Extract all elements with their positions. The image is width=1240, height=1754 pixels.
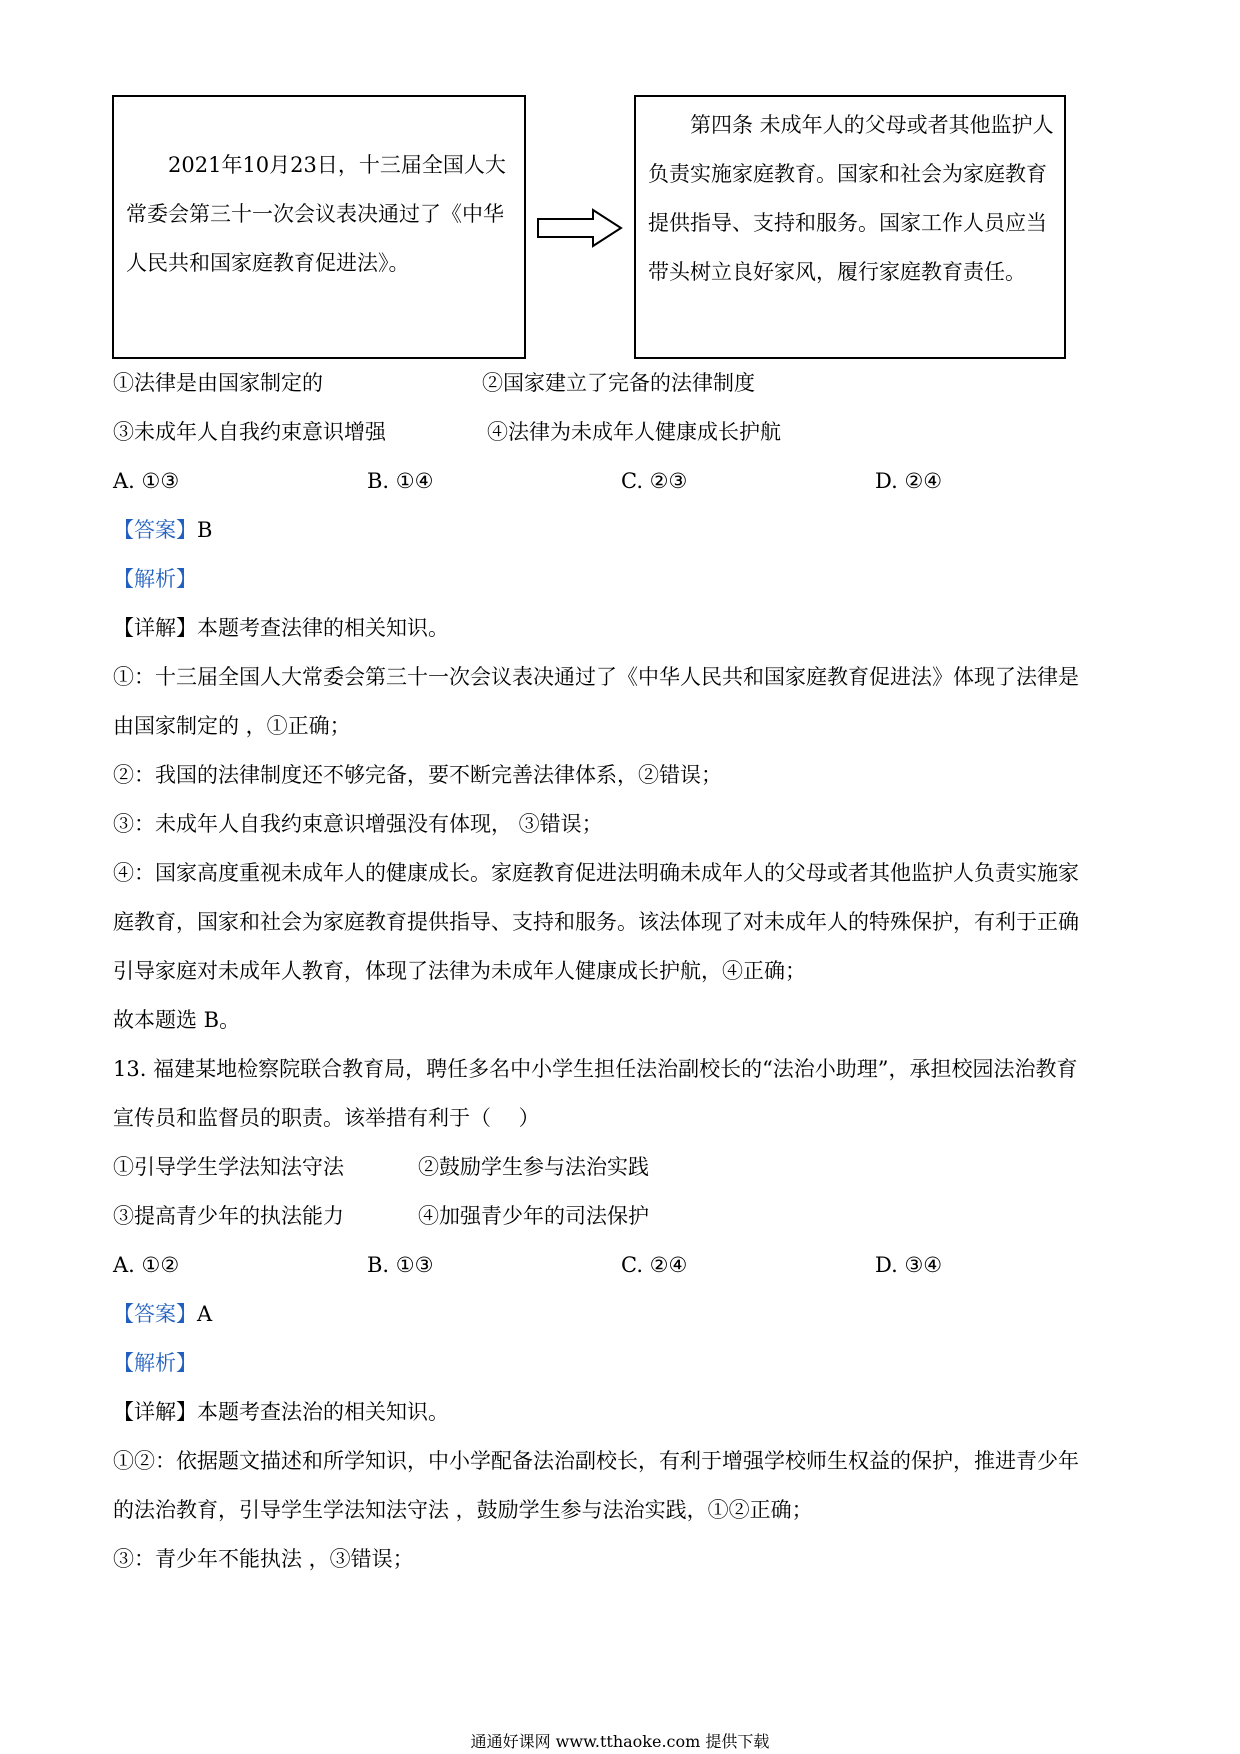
q12-line-1: ①：十三届全国人大常委会第三十一次会议表决通过了《中华人民共和国家庭教育促进法》体现了法律是 bbox=[113, 665, 1079, 689]
detail-tag: 【详解】 bbox=[113, 1400, 197, 1424]
q13-choice-c: C. ②④ bbox=[621, 1253, 688, 1277]
q13-detail bbox=[113, 1397, 449, 1427]
page-footer: 通通好课网 www.tthaoke.com 提供下载 bbox=[470, 1732, 770, 1751]
q13-answer bbox=[113, 1299, 212, 1329]
q13-analysis-tag: 【解析】 bbox=[113, 1351, 197, 1375]
q12-analysis-tag: 【解析】 bbox=[113, 567, 197, 591]
answer-value: A bbox=[197, 1302, 213, 1326]
detail-intro: 本题考查法律的相关知识。 bbox=[197, 616, 449, 640]
q13-choice-b: B. ①③ bbox=[367, 1253, 434, 1277]
right-text-box bbox=[634, 95, 1066, 359]
q13-stem-2: 宣传员和监督员的职责。该举措有利于（ ） bbox=[113, 1106, 540, 1130]
q12-choice-a: A. ①③ bbox=[113, 469, 180, 493]
q12-line-4: ③：未成年人自我约束意识增强没有体现， ③错误； bbox=[113, 812, 603, 836]
left-box-text: 2021年10月23日，十三届全国人大常委会第三十一次会议表决通过了《中华人民共和国家庭教育促进法》。 bbox=[126, 153, 506, 275]
q13-statement-1: ①引导学生学法知法守法 bbox=[113, 1155, 344, 1179]
answer-tag: 【答案】 bbox=[113, 1302, 197, 1326]
q13-stem-1: 13. 福建某地检察院联合教育局，聘任多名中小学生担任法治副校长的“法治小助理”，承担校园法治教育 bbox=[113, 1057, 1078, 1081]
q13-statement-3: ③提高青少年的执法能力 bbox=[113, 1204, 344, 1228]
q12-statement-2: ②国家建立了完备的法律制度 bbox=[482, 371, 755, 395]
q13-choice-d: D. ③④ bbox=[875, 1253, 943, 1277]
q13-line-1: ①②：依据题文描述和所学知识，中小学配备法治副校长，有利于增强学校师生权益的保护，推进青少年 bbox=[113, 1449, 1079, 1473]
answer-value: B bbox=[197, 518, 213, 542]
detail-intro: 本题考查法治的相关知识。 bbox=[197, 1400, 449, 1424]
q12-statement-1: ①法律是由国家制定的 bbox=[113, 371, 323, 395]
q12-statement-3: ③未成年人自我约束意识增强 bbox=[113, 420, 386, 444]
detail-tag: 【详解】 bbox=[113, 616, 197, 640]
q12-line-3: ②：我国的法律制度还不够完备，要不断完善法律体系，②错误； bbox=[113, 763, 722, 787]
q12-answer bbox=[113, 515, 212, 545]
q13-line-2: 的法治教育，引导学生学法知法守法 ，鼓励学生参与法治实践，①②正确； bbox=[113, 1498, 813, 1522]
q12-line-7: 引导家庭对未成年人教育，体现了法律为未成年人健康成长护航，④正确； bbox=[113, 959, 806, 983]
q12-detail bbox=[113, 613, 449, 643]
q12-line-8: 故本题选 B。 bbox=[113, 1008, 241, 1032]
q12-choice-c: C. ②③ bbox=[621, 469, 688, 493]
q13-statement-4: ④加强青少年的司法保护 bbox=[418, 1204, 649, 1228]
right-box-text: 第四条 未成年人的父母或者其他监护人负责实施家庭教育。国家和社会为家庭教育提供指导、支持和服务。国家工作人员应当带头树立良好家风，履行家庭教育责任。 bbox=[648, 113, 1054, 284]
right-arrow-icon bbox=[537, 208, 623, 248]
q12-line-2: 由国家制定的 ，①正确； bbox=[113, 714, 351, 738]
q12-statement-4: ④法律为未成年人健康成长护航 bbox=[487, 420, 781, 444]
answer-tag: 【答案】 bbox=[113, 518, 197, 542]
left-text-box bbox=[112, 95, 526, 359]
q12-line-5: ④：国家高度重视未成年人的健康成长。家庭教育促进法明确未成年人的父母或者其他监护人负责实施家 bbox=[113, 861, 1079, 885]
q12-choice-d: D. ②④ bbox=[875, 469, 943, 493]
q12-choice-b: B. ①④ bbox=[367, 469, 434, 493]
q13-statement-2: ②鼓励学生参与法治实践 bbox=[418, 1155, 649, 1179]
q12-line-6: 庭教育，国家和社会为家庭教育提供指导、支持和服务。该法体现了对未成年人的特殊保护，有利于正确 bbox=[113, 910, 1079, 934]
q13-choice-a: A. ①② bbox=[113, 1253, 180, 1277]
q13-line-3: ③：青少年不能执法 ，③错误； bbox=[113, 1547, 414, 1571]
